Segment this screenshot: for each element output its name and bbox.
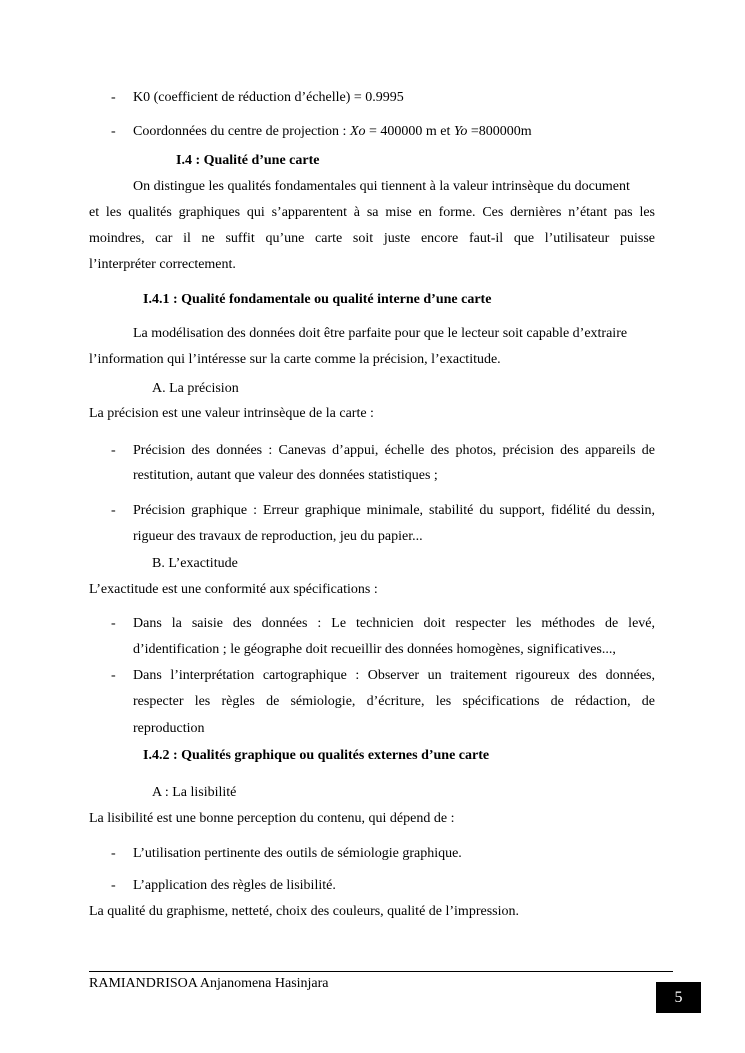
yo-label: Yo [453,124,468,139]
lisibilite-item-1: L’utilisation pertinente des outils de sémiologie graphique. [133,846,462,861]
lisibilite-item-2: L’application des règles de lisibilité. [133,878,336,893]
para-I4-line2: et les qualités graphiques qui s’apparentent à sa mise en forme. Ces dernières n’étant pas les [89,205,655,220]
xo-label: Xo [349,124,366,139]
projection-prefix: Coordonnées du centre de projection : [133,124,350,139]
bullet-dash: - [111,668,116,683]
exactitude-item-1-line2: d’identification ; le géographe doit recueillir des données homogènes, significatives..., [133,642,616,657]
precision-item-1-line1: Précision des données : Canevas d’appui, échelle des photos, précision des appareils de [133,443,655,458]
bullet-dash: - [111,503,116,518]
bullet-dash: - [111,878,116,893]
bullet-dash: - [111,90,116,105]
section-title-I41: I.4.1 : Qualité fondamentale ou qualité interne d’une carte [143,292,492,307]
exactitude-item-2-line3: reproduction [133,721,205,736]
para-I4-line3: moindres, car il ne suffit qu’une carte soit juste encore faut-il que l’utilisateur puisse [89,231,655,246]
exactitude-item-2-line2: respecter les règles de sémiologie, d’écriture, les spécifications de rédaction, de [133,694,655,709]
precision-item-2-line1: Précision graphique : Erreur graphique minimale, stabilité du support, fidélité du dessin, [133,503,655,518]
lisibilite-intro: La lisibilité est une bonne perception du contenu, qui dépend de : [89,811,455,826]
bullet-dash: - [111,443,116,458]
footer-divider [89,971,673,972]
footer-author: RAMIANDRISOA Anjanomena Hasinjara [89,976,329,991]
subheading-exactitude: B. L’exactitude [152,556,238,571]
para-I41-line2: l’information qui l’intéresse sur la carte comme la précision, l’exactitude. [89,352,501,367]
bullet-dash: - [111,846,116,861]
para-I4-line1: On distingue les qualités fondamentales qui tiennent à la valeur intrinsèque du document [133,179,630,194]
precision-item-2-line2: rigueur des travaux de reproduction, jeu du papier... [133,529,423,544]
page-number: 5 [656,982,701,1013]
exactitude-item-2-line1: Dans l’interprétation cartographique : Observer un traitement rigoureux des données, [133,668,655,683]
bullet-k0: K0 (coefficient de réduction d’échelle) = 0.9995 [133,90,404,105]
exactitude-intro: L’exactitude est une conformité aux spécifications : [89,582,378,597]
section-title-I42: I.4.2 : Qualités graphique ou qualités externes d’une carte [143,748,490,763]
exactitude-item-1-line1: Dans la saisie des données : Le technicien doit respecter les méthodes de levé, [133,616,655,631]
para-I4-line4: l’interpréter correctement. [89,257,236,272]
bullet-dash: - [111,616,116,631]
para-I41-line1: La modélisation des données doit être parfaite pour que le lecteur soit capable d’extraire [133,326,628,341]
bullet-projection-center [133,123,532,140]
precision-intro: La précision est une valeur intrinsèque de la carte : [89,406,374,421]
precision-item-1-line2: restitution, autant que valeur des données statistiques ; [133,468,438,483]
subheading-lisibilite: A : La lisibilité [152,785,237,800]
xo-value: = 400000 m et [365,124,454,139]
bullet-dash: - [111,124,116,139]
section-title-I4: I.4 : Qualité d’une carte [176,153,320,168]
lisibilite-closing: La qualité du graphisme, netteté, choix des couleurs, qualité de l’impression. [89,904,519,919]
subheading-precision: A. La précision [152,381,239,396]
yo-value: =800000m [467,124,532,139]
